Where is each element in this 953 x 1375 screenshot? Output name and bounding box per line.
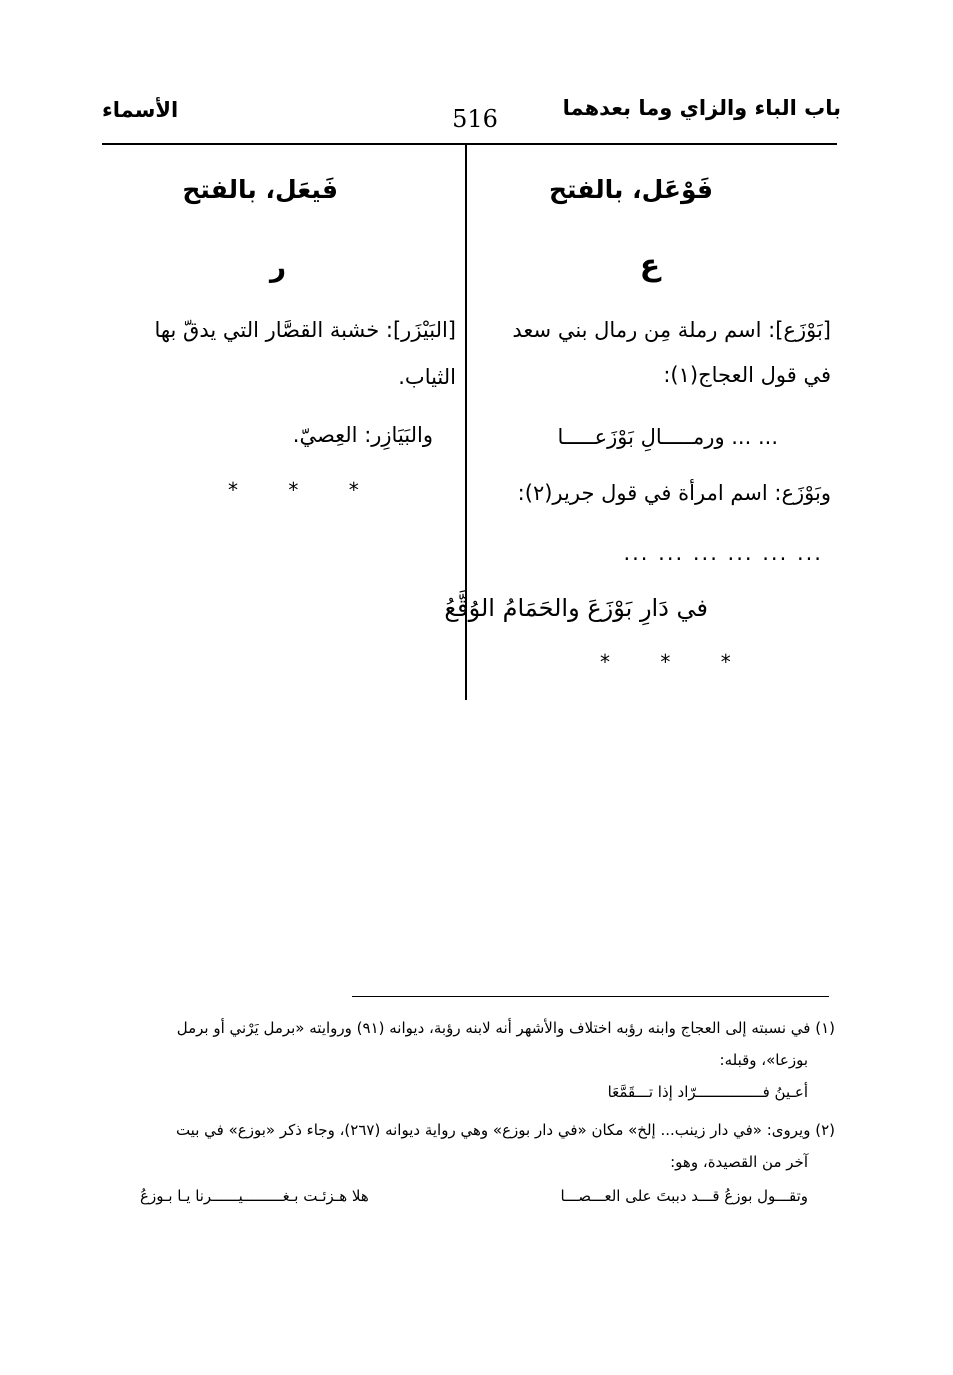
verse-jarir: في دَارِ بَوْزَعَ والحَمَامُ الوُقَّعُ <box>444 594 708 622</box>
running-header-section: الأسماء <box>102 98 179 122</box>
running-header-chapter: باب الباء والزاي وما بعدهما <box>562 96 841 120</box>
entry-bayazir: والبَيَازِر: العِصيّ. <box>292 423 433 447</box>
left-column-letter: ر <box>269 250 287 283</box>
section-separator-stars: * * * <box>600 650 753 674</box>
elided-hemistich: ... ... ... ... ... ... <box>623 541 823 565</box>
footnote-rule <box>352 996 829 997</box>
footnote-2-line2: آخر من القصيدة، وهو: <box>670 1153 808 1171</box>
right-column-letter: ع <box>639 248 661 283</box>
entry-bawza-line2: في قول العجاج(١): <box>663 363 831 387</box>
verse-fragment-ajjaj: ... ... ورمـــــالِ بَوْزَعـــــا <box>557 425 778 449</box>
footnote-1-line2: بوزعا»، وقبله: <box>719 1051 808 1069</box>
entry-baizar-line2: الثياب. <box>398 365 456 389</box>
entry-baizar-line1: [البَيْزَر]: خشبة القصَّار التي يدقّ بها <box>154 318 456 342</box>
footnote-1-line1: (١) في نسبته إلى العجاج وابنه رؤبه اختلاف والأشهر أنه لابنه رؤبة، ديوانه (٩١) وروايته «برمل يَرْني أو برمل <box>176 1019 835 1037</box>
left-column-title: فَيعَل، بالفتح <box>182 175 338 204</box>
footnote-2-verse-second-hemistich: هلا هـزئـت بـغـــــــــيــــــرنا يـا بـوزعُ <box>140 1187 369 1205</box>
header-rule <box>102 143 837 145</box>
right-column-title: فَوْعَل، بالفتح <box>548 175 713 204</box>
footnote-2-verse-first-hemistich: وتقـــول بوزعُ قـــد دببتَ على العـــصـــا <box>560 1187 808 1205</box>
entry-bawza-woman: وبَوْزَع: اسم امرأة في قول جرير(٢): <box>517 481 831 505</box>
footnote-1-verse: أعـينُ فـــــــــــــــرّاد إذا تـــقَمَّعَا <box>607 1083 808 1101</box>
entry-bawza-line1: [بَوْزَع]: اسم رملة مِن رمال بني سعد <box>512 318 831 342</box>
footnote-2-line1: (٢) ويروى: «في دار زينب... إلخ» مكان «في دار بوزع» وهي رواية ديوانه (٢٦٧)، وجاء ذكر «بوزع» في بيت <box>175 1121 835 1139</box>
page-number: 516 <box>452 105 498 133</box>
section-separator-stars: * * * <box>228 478 381 502</box>
